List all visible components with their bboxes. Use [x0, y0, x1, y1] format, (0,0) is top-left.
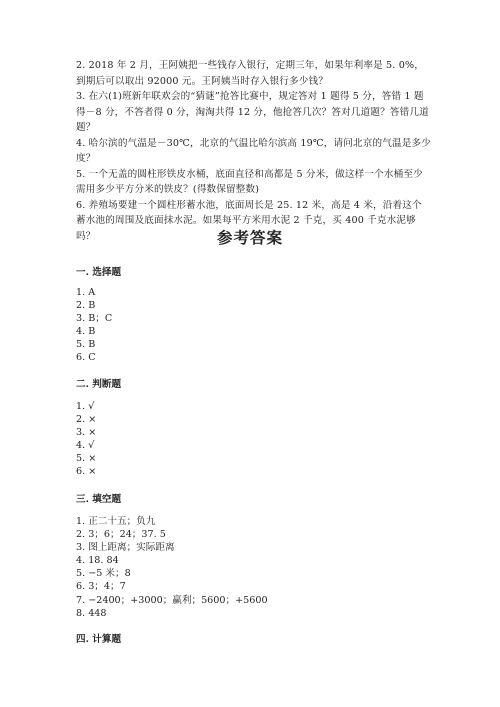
- answer-list-judgment: [76, 400, 96, 479]
- section-title-calculation: 四. 计算题: [76, 634, 122, 645]
- answer-item: 2. ×: [76, 414, 97, 426]
- answer-key-title: 参考答案: [216, 228, 283, 247]
- problem-5: 5. 一个无盖的圆柱形铁皮水桶，底面直径和高都是 5 分米，做这样一个水桶至少需用多少平方分米的铁皮？(得数保留整数): [76, 168, 423, 195]
- problem-6: 6. 养殖场要建一个圆柱形蓄水池，底面周长是 25. 12 米，高是 4 米，沿着这个蓄水池的周围及底面抹水泥。如果每平方米用水泥 2 千克，买 400 千克水泥够吗？: [76, 199, 422, 242]
- answer-item: 1. A: [76, 287, 96, 298]
- answer-item: 4. 18. 84: [76, 555, 119, 567]
- answer-item: 3. B；C: [76, 313, 113, 325]
- problem-3: 3. 在六(1)班新年联欢会的“猜谜”抢答比赛中，规定答对 1 题得 5 分，答错 1 题得－8 分，不答者得 0 分，淘淘共得 12 分，他抢答几次？答对几道题？答错几道题？: [76, 91, 429, 133]
- answer-item: 1. 正二十五；负九: [76, 516, 156, 527]
- problem-2: 2. 2018 年 2 月，王阿姨把一些钱存入银行，定期三年，如果年利率是 5. 0%，到期后可以取出 92000 元。王阿姨当时存入银行多少钱？: [76, 60, 424, 87]
- section-title-judgment: 二. 判断题: [76, 379, 122, 390]
- answer-item: 3. 图上距离；实际距离: [76, 542, 175, 554]
- answer-item: 4. √: [76, 440, 95, 452]
- answer-item: 2. B: [76, 300, 96, 312]
- answer-item: 6. ×: [76, 466, 97, 478]
- answer-item: 2. 3；6；24；37. 5: [76, 529, 166, 541]
- answer-item: 6. 3；4；7: [76, 581, 126, 593]
- answer-item: 4. B: [76, 326, 96, 338]
- answer-item: 7. −2400；+3000；赢利；5600；+5600: [76, 594, 268, 606]
- section-title-fill-blank: 三. 填空题: [76, 494, 122, 505]
- answer-item: 6. C: [76, 352, 96, 364]
- answer-item: 1. √: [76, 401, 95, 412]
- answer-item: 8. 448: [76, 607, 107, 619]
- answer-item: 5. ×: [76, 453, 97, 465]
- answer-item: 5. −5 米；8: [76, 568, 131, 580]
- section-title-choice: 一. 选择题: [76, 267, 122, 278]
- answer-list-choice: [76, 286, 112, 365]
- problem-4: 4. 哈尔滨的气温是－30℃，北京的气温比哈尔滨高 19℃，请问北京的气温是多少度？: [76, 137, 431, 164]
- answer-item: 5. B: [76, 339, 96, 351]
- answer-list-fill-blank: [76, 515, 268, 620]
- answer-item: 3. ×: [76, 427, 97, 439]
- problem-list: [76, 58, 431, 244]
